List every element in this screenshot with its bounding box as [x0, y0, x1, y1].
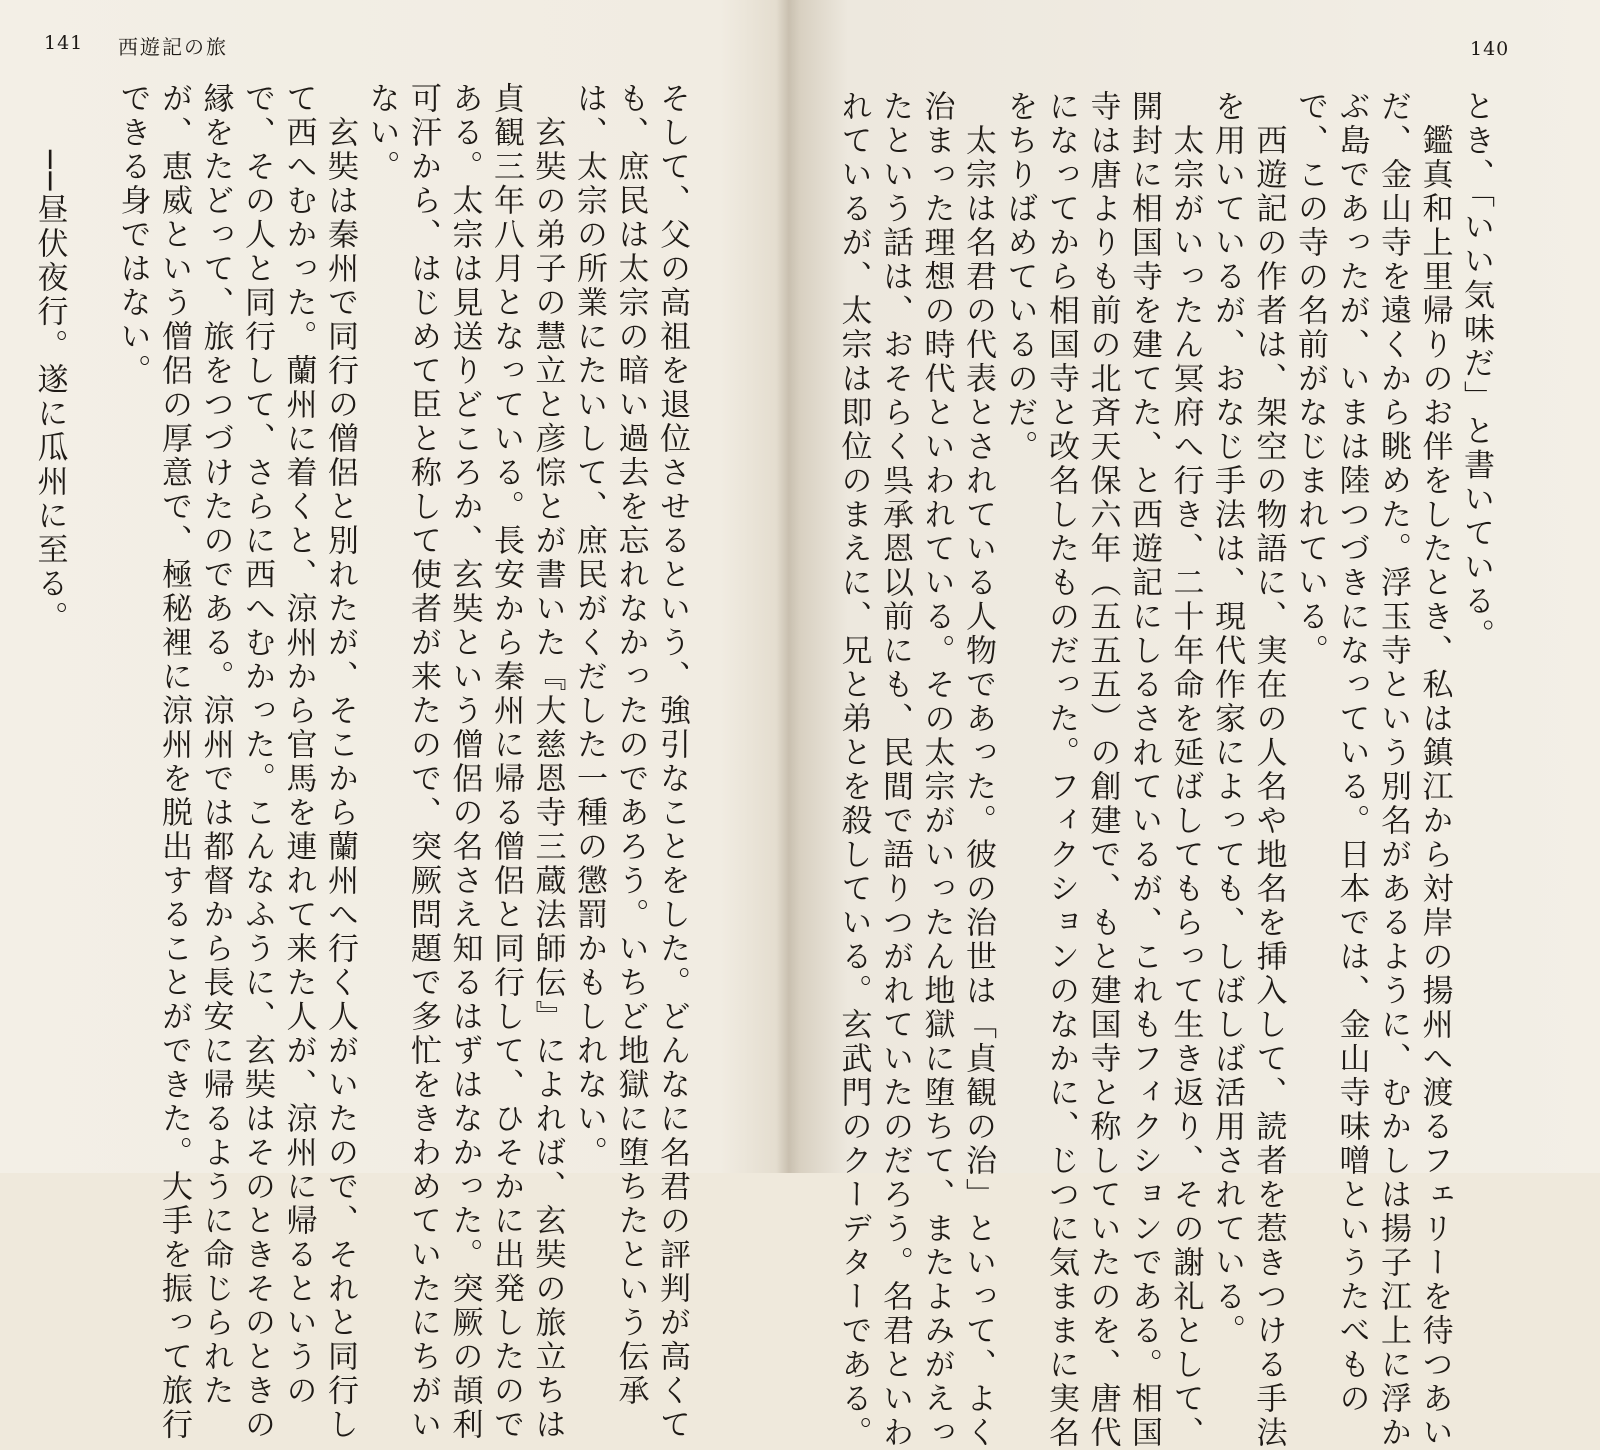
text-line: 寺は唐よりも前の北斉天保六年（五五五）の創建で、もと建国寺と称していたのを、唐代: [1084, 90, 1121, 1450]
text-line: できる身ではない。: [114, 82, 151, 388]
text-line: 開封に相国寺を建てた、と西遊記にしるされているが、これもフィクションである。相国: [1126, 90, 1162, 1450]
text-line: が、恵威という僧侶の厚意で、極秘裡に涼州を脱出することができた。大手を振って旅行: [156, 82, 192, 1442]
text-line: ある。太宗は見送りどころか、玄奘という僧侶の名さえ知るはずはなかった。突厥の頡利: [446, 82, 483, 1442]
text-line: で、その人と同行して、さらに西へむかった。こんなふうに、玄奘はそのときそのときの: [239, 82, 275, 1442]
running-head: 西遊記の旅: [118, 35, 228, 59]
text-line: ぶ島であったが、いまは陸つづきになっている。日本では、金山寺味噌というたべもの: [1333, 90, 1370, 1416]
text-line: を用いているが、おなじ手法は、現代作家によっても、しばしば活用されている。: [1209, 90, 1245, 1348]
text-line: 西遊記の作者は、架空の物語に、実在の人名や地名を挿入して、読者を惹きつける手法: [1250, 90, 1287, 1450]
text-line: をちりばめているのだ。: [1001, 90, 1038, 464]
page-number-right: 140: [1470, 38, 1510, 60]
right-page: [800, 0, 1600, 1450]
blank-line: [70, 82, 112, 1142]
text-line: も、庶民は太宗の暗い過去を忘れなかったのであろう。いちど地獄に堕ちたという伝承: [612, 82, 649, 1408]
text-line: て西へむかった。蘭州に着くと、涼州から官馬を連れて来た人が、涼州に帰るというの: [280, 82, 317, 1408]
text-line: は、太宗の所業にたいして、庶民がくだした一種の懲罰かもしれない。: [571, 82, 607, 1170]
text-line: たという話は、おそらく呉承恩以前にも、民間で語りつがれていたのだろう。名君といわ: [877, 90, 913, 1450]
left-page-text: [28, 82, 692, 1442]
text-line: とき、「いい気味だ」と書いている。: [1458, 90, 1494, 653]
text-line: ──昼伏夜行。遂に瓜州に至る。: [31, 82, 68, 636]
page-number-left: 141: [44, 32, 84, 54]
text-line: れているが、太宗は即位のまえに、兄と弟とを殺している。玄武門のクーデターである。: [835, 90, 872, 1450]
text-line: 治まった理想の時代といわれている。その太宗がいったん地獄に堕ちて、またよみがえっ: [918, 90, 955, 1450]
text-line: だ、金山寺を遠くから眺めた。浮玉寺という別名があるように、むかしは揚子江上に浮か: [1375, 90, 1411, 1450]
text-line: 玄奘の弟子の慧立と彦悰とが書いた『大慈恩寺三蔵法師伝』によれば、玄奘の旅立ちは: [529, 82, 566, 1442]
text-line: 縁をたどって、旅をつづけたのである。涼州では都督から長安に帰るように命じられた: [197, 82, 234, 1408]
text-line: 太宗がいったん冥府へ行き、二十年命を延ばしてもらって生き返り、その謝礼として、: [1167, 90, 1204, 1450]
text-line: で、この寺の名前がなじまれている。: [1292, 90, 1328, 668]
text-line: 可汗から、はじめて臣と称して使者が来たので、突厥問題で多忙をきわめていたにちがい: [405, 82, 441, 1442]
text-line: ない。: [363, 82, 400, 184]
text-line: 貞観三年八月となっている。長安から秦州に帰る僧侶と同行して、ひそかに出発したので: [488, 82, 524, 1442]
text-line: そして、父の高祖を退位させるという、強引なことをした。どんなに名君の評判が高くて: [654, 82, 690, 1442]
text-line: 鑑真和上里帰りのお伴をしたとき、私は鎮江から対岸の揚州へ渡るフェリーを待つあい: [1416, 90, 1453, 1450]
left-page: [0, 0, 780, 1442]
text-line: になってから相国寺と改名したものだった。フィクションのなかに、じつに気ままに実名: [1043, 90, 1079, 1450]
right-page-text: [832, 90, 1496, 1450]
text-line: 太宗は名君の代表とされている人物であった。彼の治世は「貞観の治」といって、よく: [960, 90, 996, 1450]
text-line: 玄奘は秦州で同行の僧侶と別れたが、そこから蘭州へ行く人がいたので、それと同行し: [322, 82, 358, 1442]
